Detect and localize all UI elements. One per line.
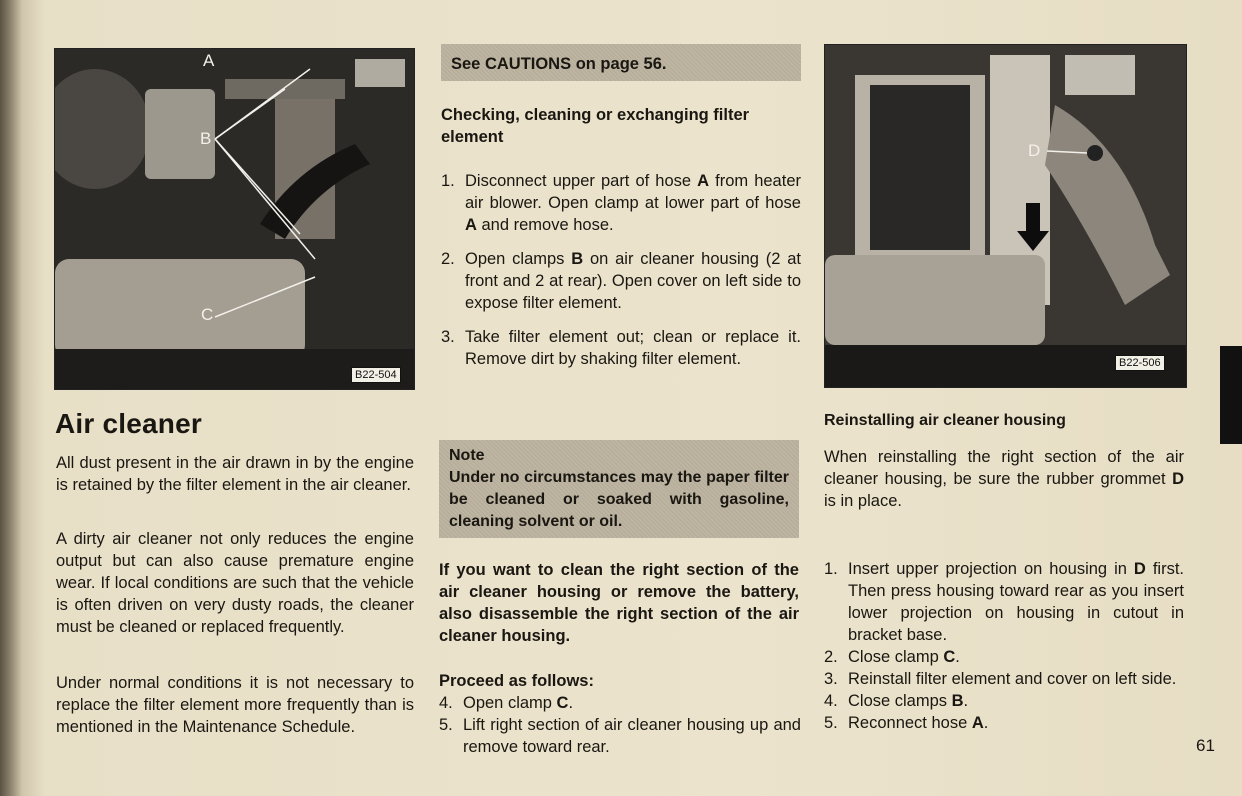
checking-heading: Checking, cleaning or exchanging filter element (441, 106, 750, 146)
figure-code: B22-506 (1115, 355, 1165, 371)
section-tab-marker (1220, 346, 1242, 444)
text-run: . (963, 692, 969, 710)
text-run: is in place. (824, 492, 902, 510)
bold-reference: B (571, 250, 584, 268)
step-number: 3. (824, 670, 838, 688)
bold-reference: C (556, 694, 569, 712)
step-text (465, 170, 801, 236)
photo-label-d: D (1028, 141, 1041, 160)
text-run: . (568, 694, 574, 712)
step-number: 5. (439, 716, 453, 734)
bold-reference: C (943, 648, 956, 666)
list-item (439, 692, 801, 714)
photo-label-c: C (201, 305, 214, 324)
bold-reference: D (1172, 470, 1184, 488)
text-run: Reconnect hose (848, 714, 972, 732)
list-item (441, 248, 801, 314)
bold-reference: A (465, 216, 477, 234)
air-cleaner-heading: Air cleaner (55, 408, 202, 439)
engine-photo-left (54, 48, 415, 390)
list-item (441, 326, 801, 370)
photo-label-a: A (203, 51, 215, 70)
step-text (465, 248, 801, 314)
cautions-box (441, 44, 801, 81)
air-cleaner-paragraph-2: A dirty air cleaner not only reduces the engine output but can also cause premature engine wear. If local conditions are such that the vehicle is often driven on very dusty roads, the cleaner must be cleaned or replaced frequently. (56, 530, 414, 636)
step-text (848, 668, 1184, 690)
checking-steps-list (441, 170, 801, 382)
page-number: 61 (1196, 736, 1215, 755)
list-item (824, 646, 1184, 668)
text-run: Open clamps (465, 250, 572, 268)
text-run: Disconnect upper part of hose (465, 172, 698, 190)
step-text (848, 690, 1184, 712)
text-run: Close clamp (848, 648, 944, 666)
text-run: Reinstall filter element and cover on left side. (848, 670, 1177, 688)
proceed-steps-list (439, 692, 801, 758)
text-run: Take filter element out; clean or replace it. Remove dirt by shaking filter element. (465, 328, 801, 368)
list-item (824, 690, 1184, 712)
list-item (441, 170, 801, 236)
reinstalling-steps-list (824, 558, 1184, 734)
right-section-instruction: If you want to clean the right section of the air cleaner housing or remove the battery, also disassemble the right section of the air cleaner housing. (439, 561, 799, 645)
step-number: 4. (439, 694, 453, 712)
step-text (848, 558, 1184, 646)
bold-reference: B (951, 692, 964, 710)
text-run: Close clamps (848, 692, 952, 710)
list-item (824, 668, 1184, 690)
step-number: 2. (441, 250, 455, 268)
figure-code: B22-504 (351, 367, 401, 383)
bold-reference: A (971, 714, 984, 732)
text-run: and remove hose. (476, 216, 614, 234)
engine-photo-right-drawing (825, 45, 1186, 387)
bold-reference: A (697, 172, 710, 190)
air-cleaner-paragraph-3: Under normal conditions it is not necessary to replace the filter element more frequently than is mentioned in the Maintenance Schedule. (56, 674, 414, 736)
list-item (439, 714, 801, 758)
note-box (439, 440, 799, 538)
step-text (463, 714, 801, 758)
step-text (848, 646, 1184, 668)
text-run: from heater air blower. Open clamp at lower part of hose (465, 172, 801, 212)
cautions-text: See CAUTIONS on page 56. (451, 55, 667, 73)
reinstalling-intro (824, 446, 1184, 512)
text-run: . (983, 714, 989, 732)
text-run: first. Then press housing toward rear as you insert lower projection on housing in cutout in bracket base. (848, 560, 1184, 644)
text-run: Insert upper projection on housing in (848, 560, 1134, 578)
air-cleaner-paragraph-1: All dust present in the air drawn in by the engine is retained by the filter element in the air cleaner. (56, 454, 414, 494)
text-run: on air cleaner housing (2 at front and 2 at rear). Open cover on left side to expose filter element. (465, 250, 801, 312)
step-number: 4. (824, 692, 838, 710)
text-run: . (955, 648, 960, 666)
text-run: When reinstalling the right section of the air cleaner housing, be sure the rubber grommet (824, 448, 1184, 488)
photo-label-b: B (200, 129, 212, 148)
step-text (463, 692, 801, 714)
step-text (848, 712, 1184, 734)
bold-reference: D (1133, 560, 1146, 578)
note-label: Note (449, 447, 485, 464)
proceed-heading: Proceed as follows: (439, 672, 594, 690)
step-number: 2. (824, 648, 838, 666)
step-number: 5. (824, 714, 838, 732)
reinstalling-heading: Reinstalling air cleaner housing (824, 412, 1066, 429)
text-run: Open clamp (463, 694, 557, 712)
text-run: Lift right section of air cleaner housing up and remove toward rear. (463, 716, 801, 756)
step-number: 3. (441, 328, 455, 346)
step-text (465, 326, 801, 370)
list-item (824, 712, 1184, 734)
note-text: Under no circumstances may the paper filter be cleaned or soaked with gasoline, cleaning solvent or oil. (449, 469, 789, 530)
engine-photo-left-drawing (55, 49, 414, 389)
engine-photo-right (824, 44, 1187, 388)
step-number: 1. (824, 560, 838, 578)
step-number: 1. (441, 172, 455, 190)
list-item (824, 558, 1184, 646)
